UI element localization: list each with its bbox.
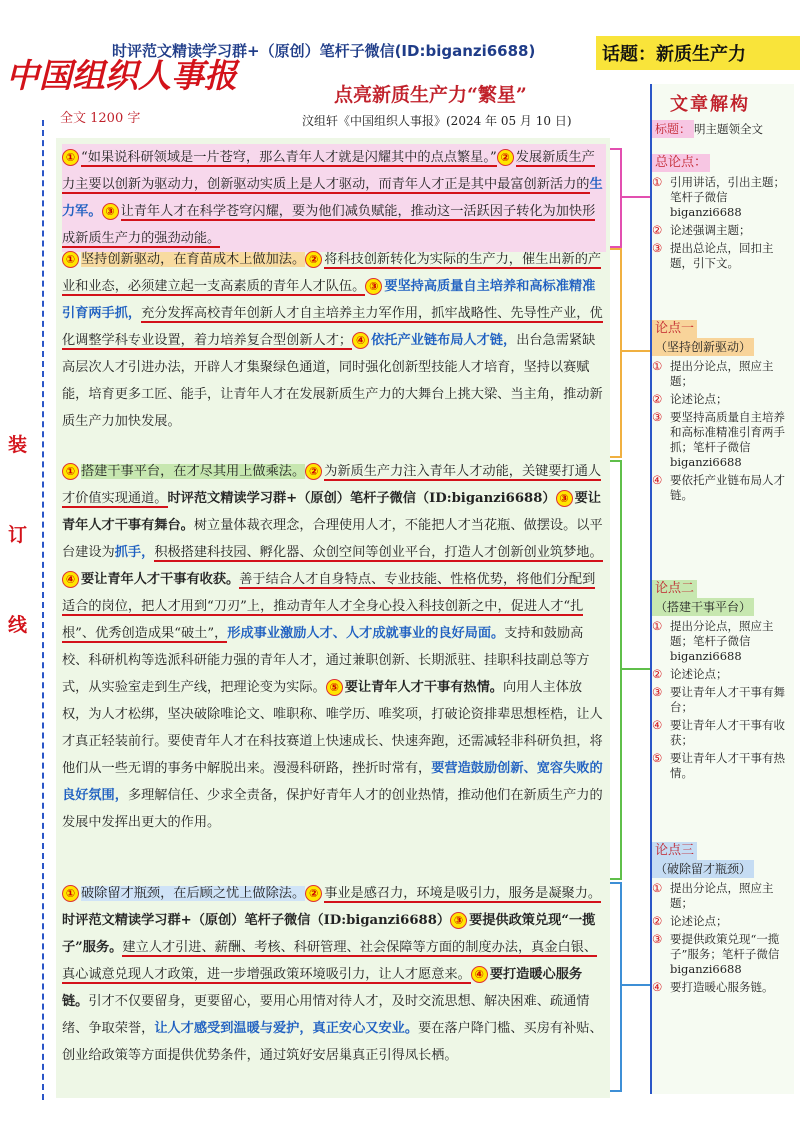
- paragraph-point-three: [62, 880, 606, 1069]
- analysis-item: [652, 667, 792, 682]
- item-number: ④: [652, 473, 663, 487]
- word-count: 全文 1200 字: [60, 111, 141, 126]
- topic-box: 话题：新质生产力: [596, 36, 800, 70]
- sentence-text: “如果说科研领域是一片苍穹，那么青年人才就是闪耀其中的点点繁星。”: [81, 150, 497, 165]
- item-number: ②: [652, 667, 663, 681]
- item-number: ②: [652, 223, 663, 237]
- section-header: 论点一: [652, 320, 697, 338]
- analysis-item: [652, 473, 792, 503]
- section-subtitle: （坚持创新驱动）: [652, 338, 754, 356]
- sentence-number-badge: ②: [305, 463, 322, 480]
- sentence-text: 建立人才引进、薪酬、考核、科研管理、社会保障等方面的制度办法，真金白银、真心诚意兑现人才政策，进一步增强政策环境吸引力，让人才愿意来。: [62, 940, 598, 982]
- sentence-text: 让青年人才在科学苍穹闪耀，要为他们减负赋能，推动这一活跃因子转化为加快形成新质生产力的强劲动能。: [62, 204, 596, 246]
- sentence-text: 将科技创新转化为实际的生产力，催生出新的产业和业态，必须建立起一支高素质的青年人才队伍。: [62, 252, 602, 294]
- analysis-section: [652, 320, 792, 503]
- highlighted-phrase: 抓手，: [114, 545, 155, 560]
- section-header: 总论点：: [652, 154, 710, 172]
- item-text: 要打造暖心服务链。: [670, 980, 774, 994]
- item-text: 提出分论点，照应主题；笔杆子微信 biganzi6688: [670, 619, 774, 663]
- sentence-text: 充分发挥高校青年创新人才自主培养主力军作用，抓牢战略性、先导性产业，优化调整学科专业设置，着力培养复合型创新人才；: [62, 306, 603, 348]
- bracket-point-one: [610, 248, 622, 458]
- title-note: 明主题领全文: [694, 122, 764, 136]
- analysis-title: 文章解构: [670, 94, 750, 115]
- item-number: ①: [652, 359, 663, 373]
- connector-point-two: [622, 668, 650, 670]
- item-number: ⑤: [652, 751, 663, 765]
- item-text: 论述强调主题；: [670, 223, 751, 237]
- sentence-number-badge: ②: [305, 885, 322, 902]
- analysis-section: [652, 842, 792, 995]
- sentence-number-badge: ③: [556, 490, 573, 507]
- item-text: 论述论点；: [670, 667, 728, 681]
- sentence-text: 要提供政策兑现“一揽子”服务。: [62, 913, 596, 955]
- sentence-text: 树立量体裁衣理念，合理使用人才，不能把人才当花瓶、做摆设。以平台建设为: [62, 518, 603, 560]
- bracket-point-three: [610, 882, 622, 1092]
- item-number: ④: [652, 980, 663, 994]
- subpoint-heading: 坚持创新驱动，在育苗成木上做加法。: [81, 252, 306, 267]
- item-text: 引用讲话，引出主题；笔杆子微信 biganzi6688: [670, 175, 785, 219]
- highlighted-phrase: 要营造鼓励创新、宽容失败的良好氛围，: [62, 761, 603, 803]
- sentence-text: 要让青年人才干事有舞台。: [62, 491, 601, 533]
- analysis-item: [652, 392, 792, 407]
- subpoint-heading: 搭建干事平台，在才尽其用上做乘法。: [81, 464, 306, 479]
- item-text: 论述论点；: [670, 914, 728, 928]
- analysis-item: [652, 359, 792, 389]
- sentence-text: 要在落户降门槛、买房有补贴、创业给政策等方面提供优势条件，通过筑好安居巢真正引得凤长栖。: [62, 1021, 603, 1063]
- item-text: 论述论点；: [670, 392, 728, 406]
- section-subtitle: （搭建干事平台）: [652, 598, 754, 616]
- analysis-item: [652, 881, 792, 911]
- analysis-section: [652, 580, 792, 781]
- section-header: 论点二: [652, 580, 697, 598]
- newspaper-logo: 中国组织人事报: [6, 56, 237, 95]
- section-header: 论点三: [652, 842, 697, 860]
- paragraph-point-one: [62, 246, 606, 435]
- sentence-text: 善于结合人才自身特点、专业技能、性格优势，将他们分配到适合的岗位，把人才用到“刀刃”上，推动青年人才全身心投入科技创新之中，促进人才“扎根”、优秀创造成果“破土”，: [62, 572, 596, 641]
- sentence-number-badge: ①: [62, 463, 79, 480]
- sentence-text: 多理解信任、少求全责备，保护好青年人才的创业热情，推动他们在新质生产力的发展中发挥出更大的作用。: [62, 788, 603, 830]
- binding-label: [8, 400, 28, 670]
- binding-char: 装: [8, 434, 28, 456]
- article-title: 点亮新质生产力“繁星”: [334, 84, 527, 106]
- analysis-item: [652, 980, 792, 995]
- highlighted-phrase: 要坚持高质量自主培养和高标准精准引育两手抓，: [62, 279, 596, 321]
- byline: 汶组轩《中国组织人事报》(2024 年 05 月 10 日): [302, 114, 572, 128]
- highlighted-phrase: 依托产业链布局人才链，: [371, 333, 517, 348]
- sentence-text: 事业是感召力，环境是吸引力，服务是凝聚力。: [324, 886, 602, 901]
- item-number: ③: [652, 685, 663, 699]
- sentence-number-badge: ③: [450, 912, 467, 929]
- connector-point-one: [622, 350, 650, 352]
- item-number: ③: [652, 932, 663, 946]
- bracket-point-two: [610, 460, 622, 880]
- sentence-text: 引才不仅要留身，更要留心，要用心用情对待人才，及时交流思想、解决困难、疏通情绪、争取荣誉，: [62, 994, 590, 1036]
- item-text: 提出总论点，回扣主题，引下文。: [670, 241, 774, 270]
- analysis-item: [652, 914, 792, 929]
- item-number: ①: [652, 881, 663, 895]
- sentence-text: 时评范文精读学习群+（原创）笔杆子微信（ID:biganzi6688）: [167, 491, 556, 506]
- analysis-item: [652, 410, 792, 470]
- sentence-number-badge: ①: [62, 251, 79, 268]
- sentence-number-badge: ③: [365, 278, 382, 295]
- analysis-section: [652, 154, 792, 271]
- connector-intro: [622, 196, 650, 198]
- sentence-number-badge: ⑤: [326, 679, 343, 696]
- analysis-item: [652, 685, 792, 715]
- analysis-item: [652, 241, 792, 271]
- item-text: 提出分论点，照应主题；: [670, 881, 774, 910]
- bracket-intro: [610, 148, 622, 248]
- title-tag: 标题：: [652, 120, 694, 138]
- sentence-number-badge: ④: [352, 332, 369, 349]
- item-number: ③: [652, 410, 663, 424]
- paragraph-intro: [62, 144, 606, 252]
- sentence-text: 向用人主体放权，为人才松绑，坚决破除唯论文、唯职称、唯学历、唯奖项，打破论资排辈思想桎梏，让人才真正轻装前行。要使青年人才在科技赛道上快速成长、快速奔跑，还需减轻非科研负担，将他们从一些无谓的事务中解脱出来。漫漫科研路，挫折时常有，: [62, 680, 603, 776]
- item-number: ①: [652, 175, 663, 189]
- sentence-text: 要让青年人才干事有收获。: [81, 572, 240, 587]
- sentence-text: 出台急需紧缺高层次人才引进办法，开辟人才集聚绿色通道，同时强化创新型技能人才培育，坚持以赛赋能，培育更多工匠、能手，让青年人才在发展新质生产力的大舞台上挑大梁、当主角，推动新质生产力加快发展。: [62, 333, 603, 429]
- item-number: ①: [652, 619, 663, 633]
- sentence-number-badge: ②: [305, 251, 322, 268]
- item-text: 要让青年人才干事有收获；: [670, 718, 785, 747]
- item-number: ③: [652, 241, 663, 255]
- item-text: 提出分论点，照应主题；: [670, 359, 774, 388]
- binding-dashed-line: [42, 120, 44, 1100]
- analysis-item: [652, 932, 792, 977]
- binding-char: 线: [8, 614, 28, 636]
- group-header-line: 时评范文精读学习群+（原创）笔杆子微信(ID:biganzi6688): [112, 42, 536, 60]
- highlighted-phrase: 让人才感受到温暖与爱护，真正安心又安业。: [154, 1021, 419, 1036]
- sentence-text: 为新质生产力注入青年人才动能，关键要打通人才价值实现通道。: [62, 464, 602, 506]
- item-number: ②: [652, 914, 663, 928]
- sentence-number-badge: ④: [471, 966, 488, 983]
- subpoint-heading: 破除留才瓶颈，在后顾之忧上做除法。: [81, 886, 306, 901]
- sentence-number-badge: ①: [62, 149, 79, 166]
- item-text: 要依托产业链布局人才链。: [670, 473, 785, 502]
- item-text: 要让青年人才干事有热情。: [670, 751, 785, 780]
- analysis-item: [652, 718, 792, 748]
- analysis-title-note: [652, 120, 792, 138]
- item-text: 要提供政策兑现“一揽子”服务；笔杆子微信 biganzi6688: [670, 932, 780, 976]
- section-subtitle: （破除留才瓶颈）: [652, 860, 754, 878]
- sentence-number-badge: ③: [102, 203, 119, 220]
- item-text: 要坚持高质量自主培养和高标准精准引育两手抓；笔杆子微信 biganzi6688: [670, 410, 785, 469]
- paragraph-point-two: [62, 458, 606, 836]
- sentence-number-badge: ①: [62, 885, 79, 902]
- highlighted-phrase: 生力军。: [62, 177, 603, 219]
- sentence-text: 积极搭建科技园、孵化器、众创空间等创业平台，打造人才创新创业筑梦地。: [154, 545, 603, 560]
- analysis-item: [652, 751, 792, 781]
- sentence-number-badge: ④: [62, 571, 79, 588]
- sentence-text: 发展新质生产力主要以创新为驱动力，创新驱动实质上是人才驱动，而青年人才正是其中最富创新活力的: [62, 150, 595, 192]
- sentence-text: 支持和鼓励高校、科研机构等选派科研能力强的青年人才，通过兼职创新、长期派驻、挂职科技副总等方式，从实验室走到生产线，把理论变为实际。: [62, 626, 590, 695]
- highlighted-phrase: 形成事业激励人才、人才成就事业的良好局面。: [227, 626, 505, 641]
- item-number: ②: [652, 392, 663, 406]
- analysis-item: [652, 223, 792, 238]
- item-number: ④: [652, 718, 663, 732]
- item-text: 要让青年人才干事有舞台；: [670, 685, 785, 714]
- analysis-item: [652, 619, 792, 664]
- binding-char: 订: [8, 524, 28, 546]
- sentence-text: 要打造暖心服务链。: [62, 967, 583, 1009]
- analysis-item: [652, 175, 792, 220]
- connector-point-three: [622, 984, 650, 986]
- sentence-text: 时评范文精读学习群+（原创）笔杆子微信（ID:biganzi6688）: [62, 913, 451, 928]
- sentence-text: 要让青年人才干事有热情。: [344, 680, 503, 695]
- sentence-number-badge: ②: [497, 149, 514, 166]
